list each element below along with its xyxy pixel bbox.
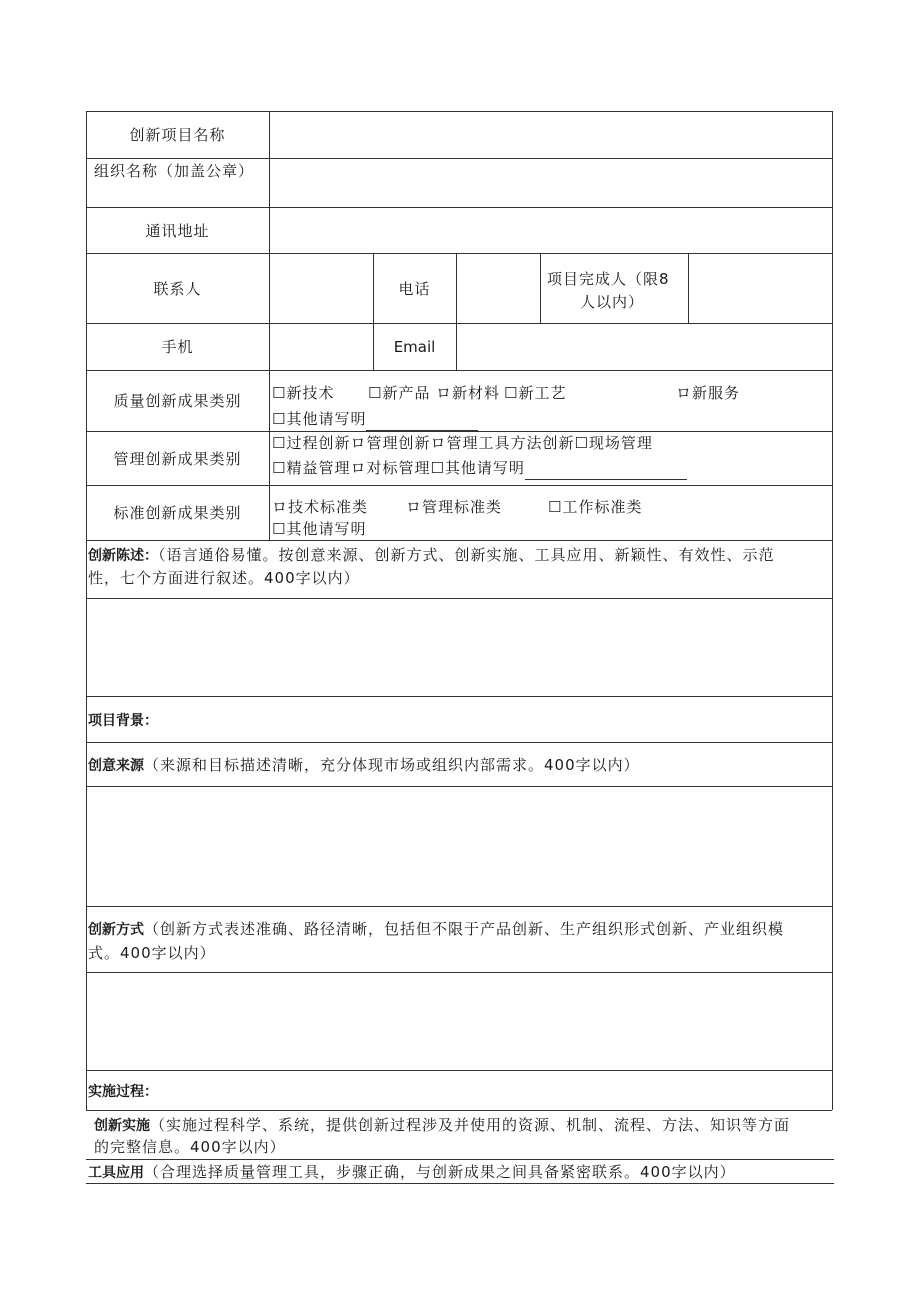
tools-title: 工具应用 xyxy=(88,1165,144,1181)
quality-option-new-process[interactable]: ☐新工艺 xyxy=(504,384,567,402)
quality-category-label: 质量创新成果类别 xyxy=(113,392,242,410)
rule xyxy=(269,111,270,540)
rule xyxy=(86,111,87,1110)
members-label-line2: 人以内） xyxy=(580,293,645,311)
rule xyxy=(86,742,832,743)
rule xyxy=(86,370,832,371)
rule xyxy=(86,598,832,599)
impl-text2: 的完整信息。400字以内） xyxy=(94,1138,286,1156)
rule xyxy=(86,972,832,973)
rule xyxy=(86,786,832,787)
management-other-text: ☐精益管理ロ对标管理☐其他请写明 xyxy=(272,459,525,477)
quality-other-blank[interactable] xyxy=(366,414,478,431)
rule xyxy=(86,253,832,254)
email-label: Email xyxy=(393,338,436,356)
impl-title: 创新实施 xyxy=(94,1118,150,1134)
quality-option-new-service[interactable]: ロ新服务 xyxy=(676,384,741,402)
method-text2: 式。400字以内） xyxy=(88,944,216,962)
rule xyxy=(86,1110,832,1111)
quality-option-new-material[interactable]: ロ新材料 xyxy=(436,384,501,402)
rule xyxy=(86,696,832,697)
process-title: 实施过程： xyxy=(88,1084,158,1100)
rule xyxy=(86,1070,832,1071)
quality-option-other[interactable] xyxy=(272,407,478,431)
method-title: 创新方式 xyxy=(88,922,144,938)
management-options-line1[interactable]: ☐过程创新ロ管理创新ロ管理工具方法创新☐现场管理 xyxy=(272,434,653,452)
management-other-blank[interactable] xyxy=(525,463,687,480)
rule xyxy=(832,111,833,1110)
quality-option-new-tech[interactable]: ☐新技术 xyxy=(272,384,335,402)
idea-text: （来源和目标描述清晰，充分体现市场或组织内部需求。400字以内） xyxy=(144,756,640,774)
rule xyxy=(456,253,457,370)
standard-option-management[interactable]: ロ管理标准类 xyxy=(406,498,503,516)
statement-line1 xyxy=(88,543,775,568)
address-label: 通讯地址 xyxy=(145,222,210,240)
quality-other-text: ☐其他请写明 xyxy=(272,410,367,428)
idea-line xyxy=(88,753,640,778)
standard-other-blank[interactable] xyxy=(366,524,478,541)
quality-option-new-product[interactable]: ☐新产品 xyxy=(368,384,431,402)
idea-title: 创意来源 xyxy=(88,758,144,774)
statement-title: 创新陈述： xyxy=(88,548,158,564)
management-option-other[interactable] xyxy=(272,456,687,480)
method-line1 xyxy=(88,917,784,942)
tools-text: （合理选择质量管理工具，步骤正确，与创新成果之间具备紧密联系。400字以内） xyxy=(144,1163,736,1181)
standard-option-other[interactable] xyxy=(272,517,478,541)
org-name-label: 组织名称（加盖公章） xyxy=(94,162,255,180)
rule xyxy=(86,906,832,907)
impl-text1: （实施过程科学、系统，提供创新过程涉及并使用的资源、机制、流程、方法、知识等方面 xyxy=(150,1116,791,1134)
rule xyxy=(86,323,832,324)
rule xyxy=(86,207,832,208)
standard-other-text: ☐其他请写明 xyxy=(272,520,367,538)
standard-category-label: 标准创新成果类别 xyxy=(113,504,242,522)
rule xyxy=(688,253,689,323)
method-text1: （创新方式表述准确、路径清晰，包括但不限于产品创新、生产组织形式创新、产业组织模 xyxy=(144,920,785,938)
statement-text2: 性，七个方面进行叙述。400字以内） xyxy=(88,569,360,587)
background-title: 项目背景： xyxy=(88,713,158,729)
rule xyxy=(86,111,832,112)
standard-option-work[interactable]: ☐工作标准类 xyxy=(548,498,643,516)
statement-text1: （语言通俗易懂。按创意来源、创新方式、创新实施、工具应用、新颖性、有效性、示范 xyxy=(158,546,775,564)
mobile-label: 手机 xyxy=(161,338,194,356)
rule xyxy=(540,253,541,323)
tools-line xyxy=(88,1160,736,1185)
rule xyxy=(86,485,832,486)
contact-label: 联系人 xyxy=(153,280,202,298)
standard-option-tech[interactable]: ロ技术标准类 xyxy=(272,498,369,516)
project-name-label: 创新项目名称 xyxy=(129,126,226,144)
management-category-label: 管理创新成果类别 xyxy=(113,450,242,468)
phone-label: 电话 xyxy=(398,280,431,298)
members-label-line1: 项目完成人（限8 xyxy=(547,270,670,288)
